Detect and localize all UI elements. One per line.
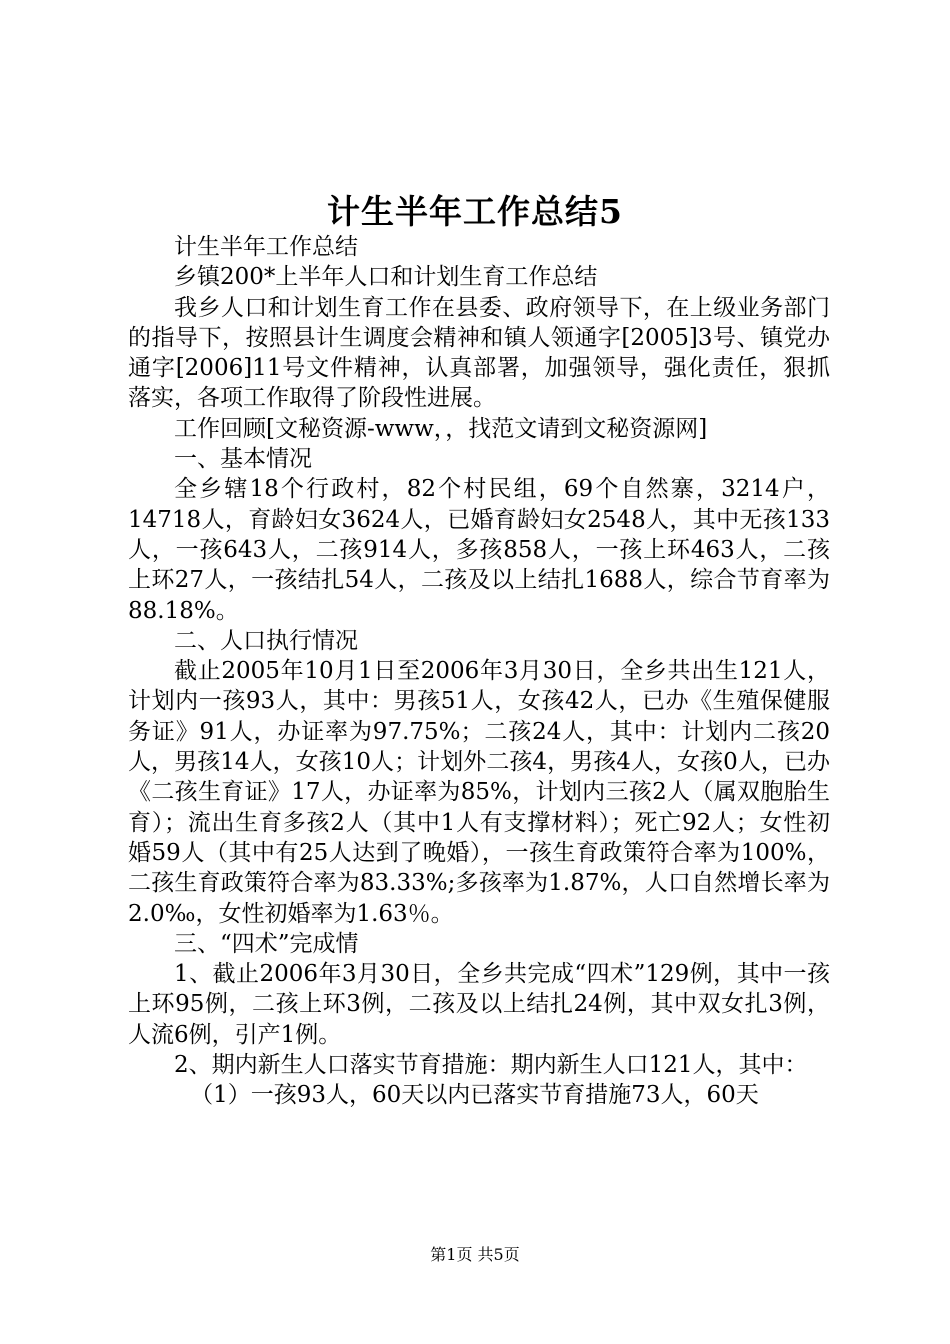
paragraph-population: 截止2005年10月1日至2006年3月30日，全乡共出生121人，计划内一孩93人，其中：男孩51人，女孩42人，已办《生殖保健服务证》91人，办证率为97.75%；二孩24人，其中：计划内二孩20人，男孩14人，女孩10人；计划外二孩4，男孩4人，女孩0人，已办《二孩生育证》17人，办证率为85%，计划内三孩2人（属双胞胎生育）；流出生育多孩2人（其中1人有支撑材料）；死亡92人；女性初婚59人（其中有25人达到了晚婚），一孩生育政策符合率为100%，二孩生育政策符合率为83.33%;多孩率为1.87%，人口自然增长率为2.0‰，女性初婚率为1.63％。	[128, 658, 830, 927]
paragraph-subtitle: 计生半年工作总结	[174, 234, 358, 260]
heading-four-surgeries: 三、“四术”完成情	[174, 930, 359, 957]
document-body	[128, 232, 830, 1111]
document-title: 计生半年工作总结5	[327, 192, 623, 231]
paragraph-report-title: 乡镇200*上半年人口和计划生育工作总结	[174, 264, 598, 291]
heading-basic-situation: 一、基本情况	[174, 446, 312, 473]
paragraph-four-surgeries: 1、截止2006年3月30日，全乡共完成“四术”129例，其中一孩上环95例，二孩上环3例，二孩及以上结扎24例，其中双女扎3例，人流6例，引产1例。	[128, 961, 830, 1048]
paragraph-work-review: 工作回顾[文秘资源-www，，找范文请到文秘资源网]	[174, 415, 708, 442]
paragraph-first-child: （1）一孩93人，60天以内已落实节育措施73人，60天	[190, 1082, 759, 1109]
heading-population: 二、人口执行情况	[174, 627, 358, 654]
page-footer: 第1页 共5页	[430, 1245, 520, 1264]
paragraph-intro: 我乡人口和计划生育工作在县委、政府领导下，在上级业务部门的指导下，按照县计生调度会精神和镇人领通字[2005]3号、镇党办通字[2006]11号文件精神，认真部署，加强领导，强化责任，狠抓落实，各项工作取得了阶段性进展。	[128, 294, 830, 412]
paragraph-basic-situation: 全乡辖18个行政村，82个村民组，69个自然寨，3214户，14718人，育龄妇女3624人，已婚育龄妇女2548人，其中无孩133人，一孩643人，二孩914人，多孩858人，一孩上环463人，二孩上环27人，一孩结扎54人，二孩及以上结扎1688人，综合节育率为88.18%。	[128, 476, 830, 624]
paragraph-new-births: 2、期内新生人口落实节育措施：期内新生人口121人，其中：	[174, 1052, 808, 1079]
